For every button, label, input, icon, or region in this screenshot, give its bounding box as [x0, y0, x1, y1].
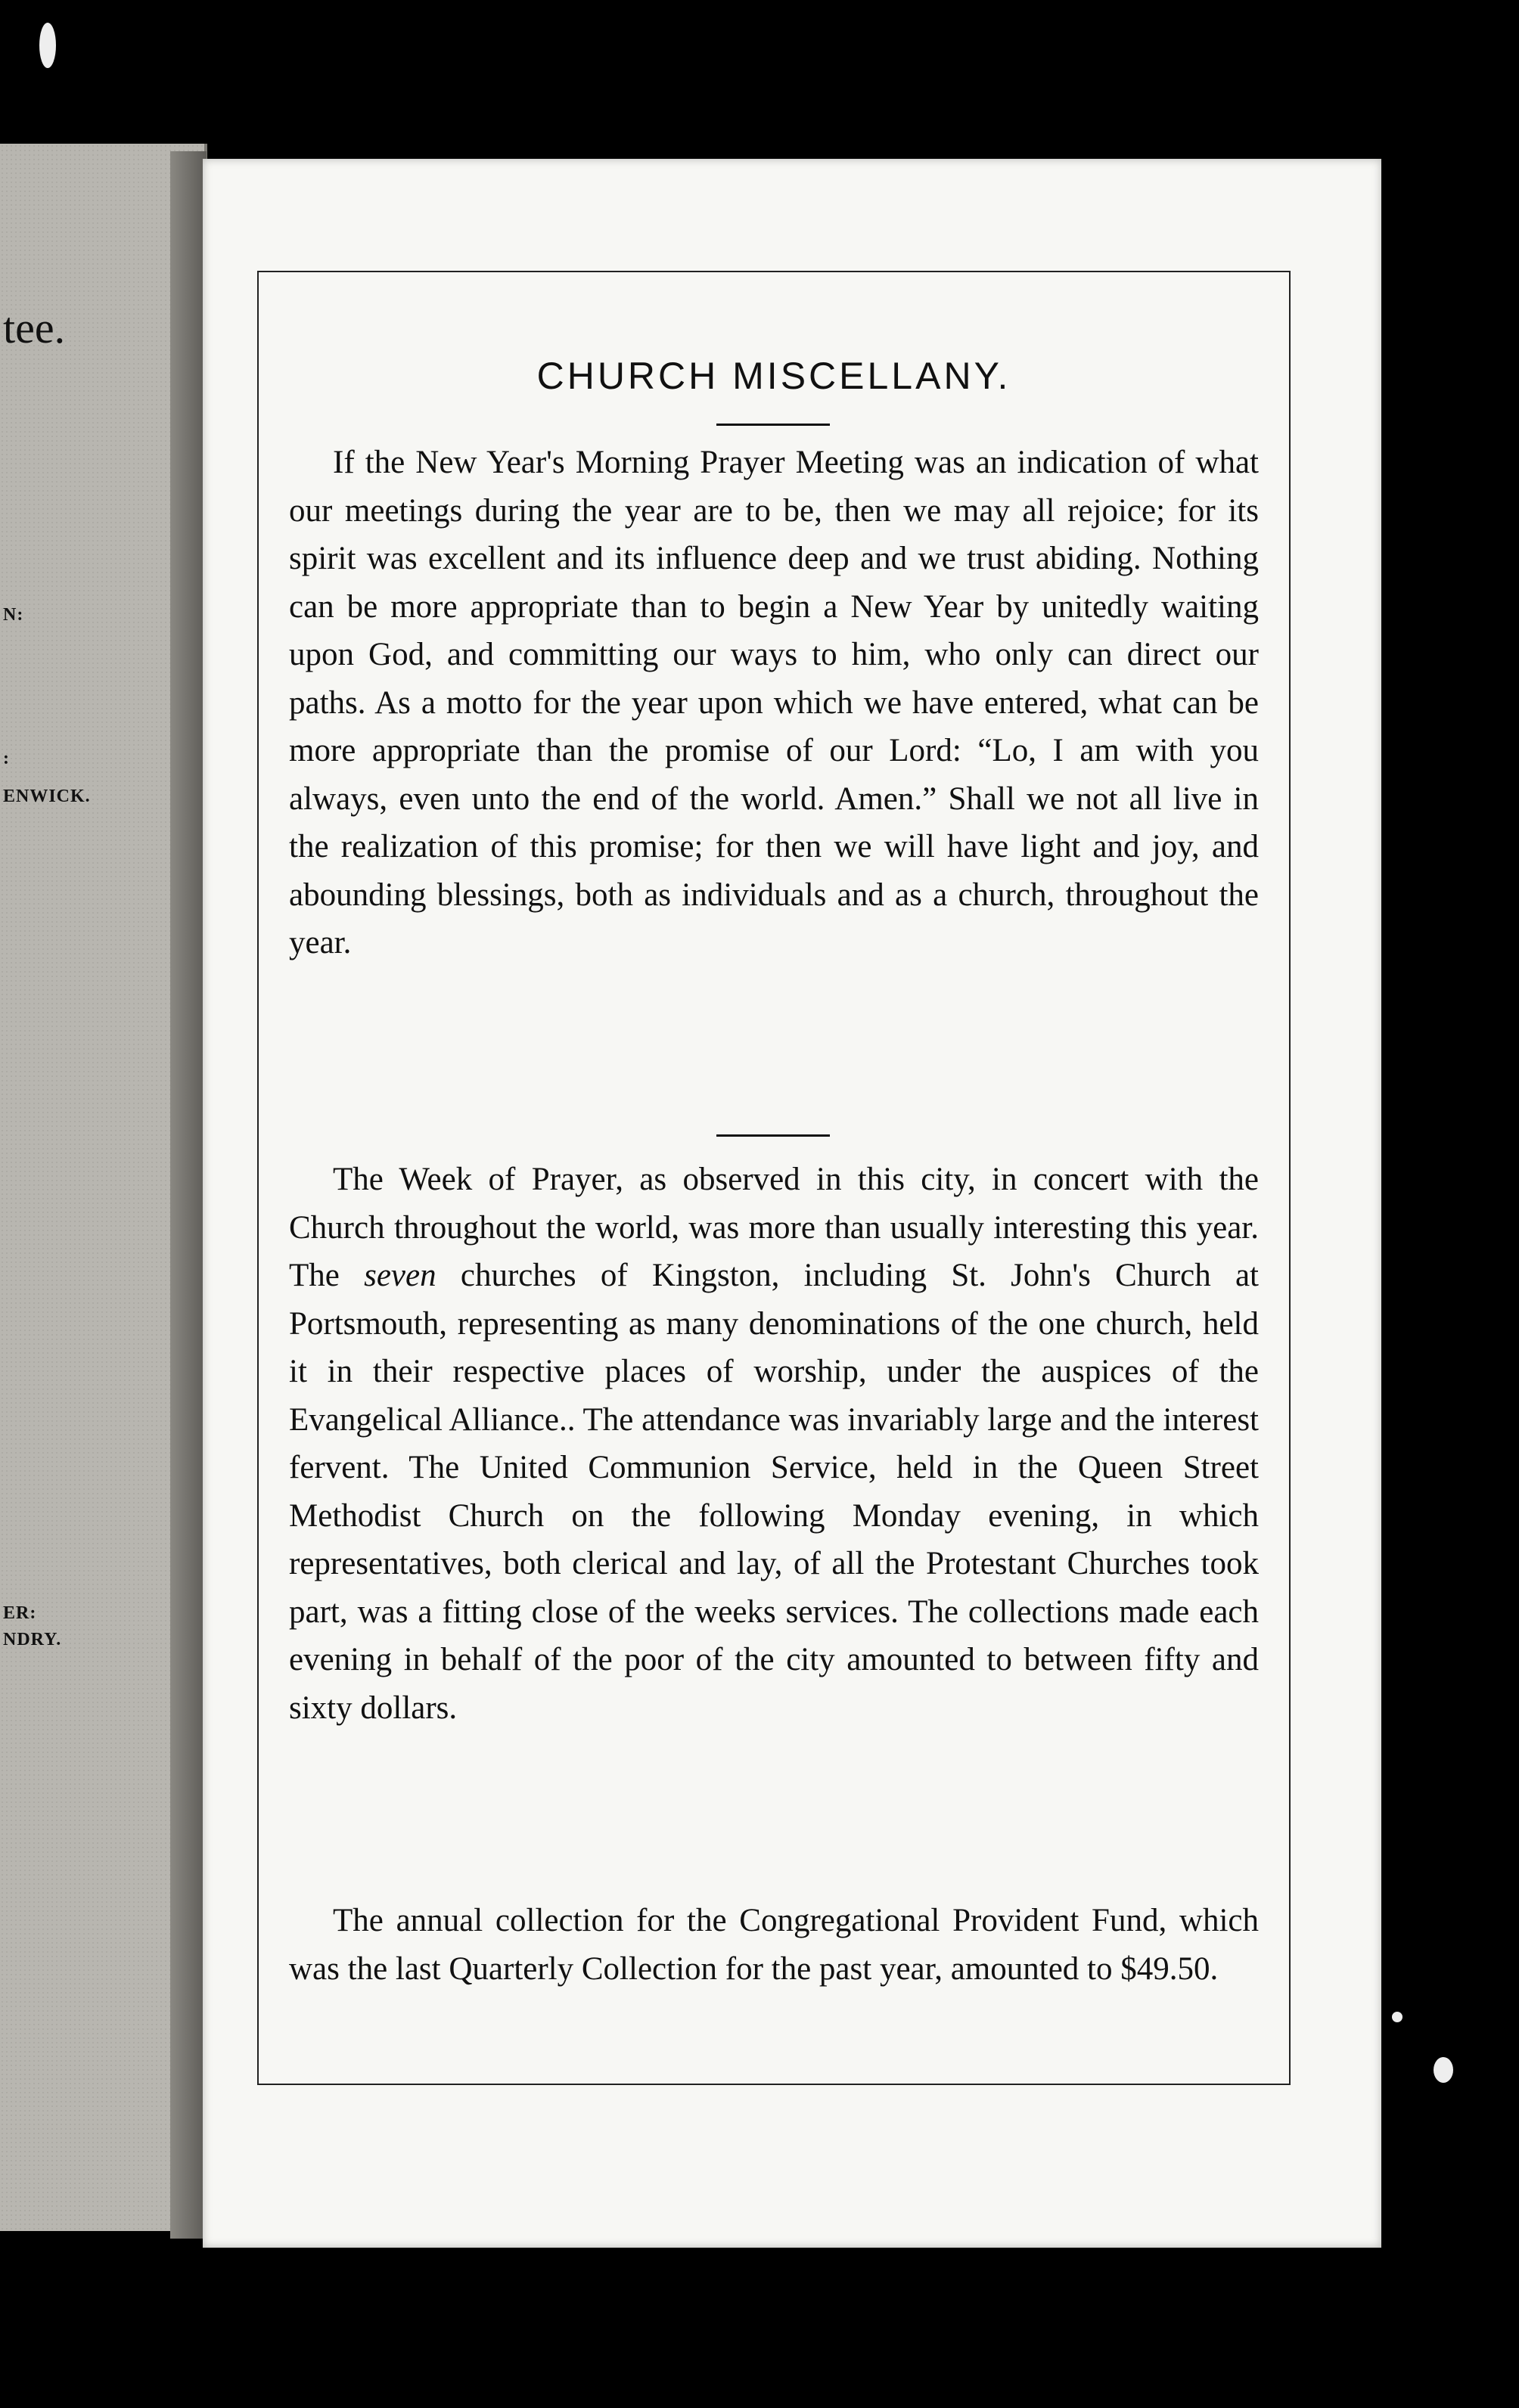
scan-speck	[1392, 2012, 1403, 2022]
left-page-fragment: ER:	[3, 1603, 37, 1623]
scan-speck	[1434, 2057, 1453, 2083]
left-page-fragment: N:	[3, 605, 24, 625]
emphasis-seven: seven	[364, 1258, 436, 1293]
text-frame	[257, 271, 1291, 2085]
paragraph-prayer-meeting: If the New Year's Morning Prayer Meeting was an indication of what our meetings during the year are to be, then we may all rejoice; for its spirit was excellent and its influence deep and we trust abiding. Nothing can be more appropriate than to begin a New Year by unitedly waiting upon God, and committing our ways to him, who only can direct our paths. As a motto for the year upon which we have entered, what can be more appropriate than the promise of our Lord: “Lo, I am with you always, even unto the end of the world. Amen.” Shall we not all live in the realization of this promise; for then we will have light and joy, and abounding blessings, both as individuals and as a church, throughout the year.	[289, 445, 1259, 960]
left-page-fragment: :	[3, 749, 10, 768]
section-divider	[716, 1134, 830, 1137]
book-gutter	[170, 151, 207, 2239]
title-divider	[716, 424, 830, 426]
document-page	[203, 159, 1381, 2248]
paragraph-provident-fund: The annual collection for the Congregational Provident Fund, which was the last Quarterly Collection for the past year, amounted to $49.50.	[289, 1903, 1259, 1987]
left-page-fragment: NDRY.	[3, 1630, 62, 1649]
paragraph-week-of-prayer	[289, 1156, 1259, 1732]
scan-speck	[39, 23, 56, 68]
paragraph-text: churches of Kingston, including St. John's Church at Portsmouth, representing as many denominations of the one church, held it in their respective places of worship, under the auspices of the Evangelical Alliance.. The attendance was invariably large and the interest fervent. The United Communion Service, held in the Queen Street Methodist Church on the following Monday evening, in which representatives, both clerical and lay, of all the Protestant Churches took part, was a fitting close of the weeks services. The collections made each evening in behalf of the poor of the city amounted to between fifty and sixty dollars.	[289, 1258, 1259, 1726]
left-page-fragment: ENWICK.	[3, 787, 91, 806]
page-title: CHURCH MISCELLANY.	[536, 355, 1011, 397]
left-page-fragment: tee.	[3, 303, 66, 352]
paragraph-text: The Week of Prayer, as observed in this city, in concert with the Church throughout the world, was more than usually interesting this year. The	[289, 1162, 1259, 1293]
